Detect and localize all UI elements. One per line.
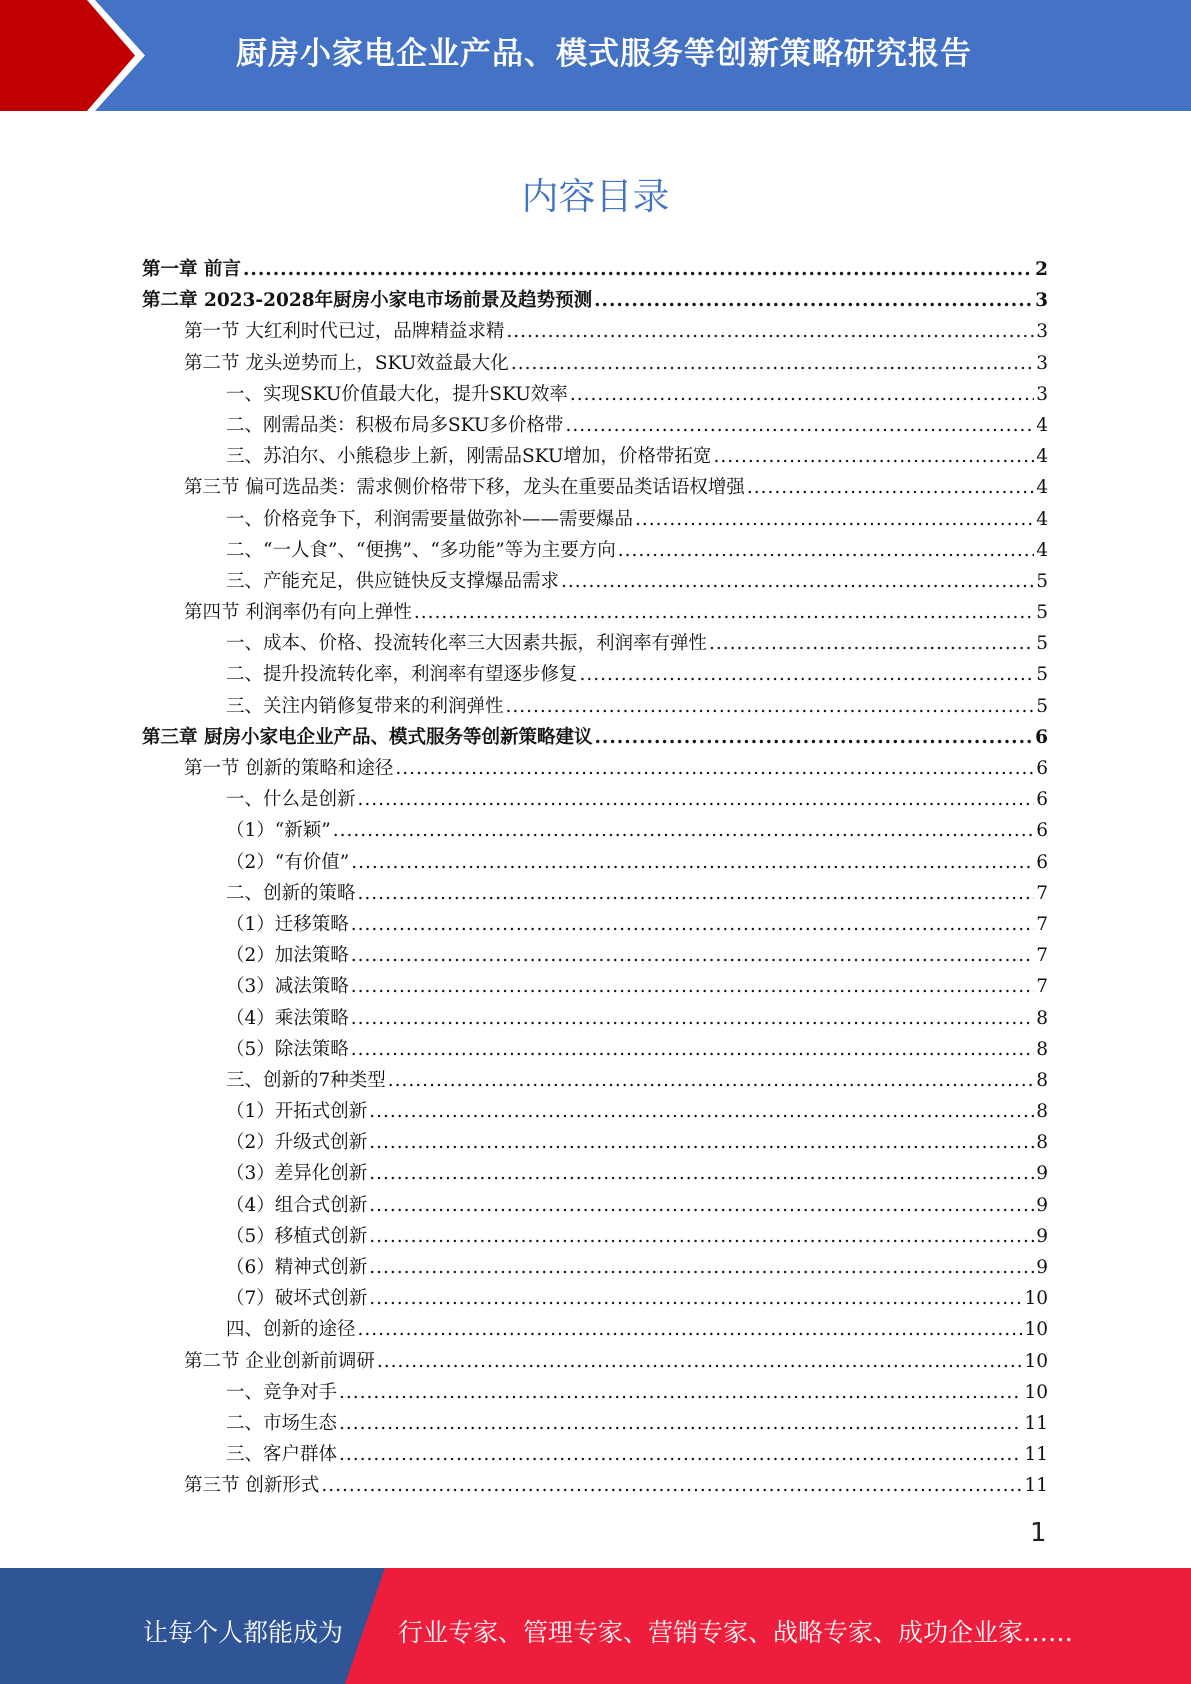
toc-entry[interactable] bbox=[142, 784, 1048, 815]
toc-entry-page: 10 bbox=[1024, 1319, 1048, 1341]
toc-heading: 内容目录 bbox=[521, 175, 670, 218]
report-title: 厨房小家电企业产品、模式服务等创新策略研究报告 bbox=[236, 36, 972, 72]
toc-entry-title: 四、创新的途径 bbox=[226, 1319, 356, 1341]
toc-entry-title: 三、苏泊尔、小熊稳步上新，刚需品SKU增加，价格带拓宽 bbox=[226, 446, 712, 468]
toc-entry[interactable] bbox=[142, 316, 1048, 347]
toc-entry[interactable] bbox=[142, 659, 1048, 690]
toc-leader-dots bbox=[635, 504, 1034, 535]
toc-entry-page: 5 bbox=[1036, 695, 1048, 717]
toc-entry-page: 5 bbox=[1036, 570, 1048, 592]
toc-leader-dots bbox=[709, 628, 1034, 659]
toc-entry[interactable] bbox=[142, 691, 1048, 722]
toc-entry-page: 6 bbox=[1035, 726, 1048, 748]
toc-entry-title: 一、实现SKU价值最大化，提升SKU效率 bbox=[226, 383, 568, 405]
toc-leader-dots bbox=[506, 691, 1035, 722]
toc-leader-dots bbox=[511, 348, 1034, 379]
toc-entry-page: 3 bbox=[1036, 383, 1048, 405]
toc-entry-page: 8 bbox=[1036, 1132, 1048, 1154]
toc-leader-dots bbox=[351, 909, 1034, 940]
footer-slogan-right: 行业专家、管理专家、营销专家、战略专家、成功企业家…… bbox=[398, 1618, 1074, 1647]
toc-entry-page: 6 bbox=[1036, 851, 1048, 873]
toc-entry[interactable] bbox=[142, 1065, 1048, 1096]
toc-entry-title: （4）组合式创新 bbox=[226, 1194, 368, 1216]
toc-leader-dots bbox=[570, 379, 1034, 410]
toc-leader-dots bbox=[358, 878, 1035, 909]
toc-leader-dots bbox=[369, 1096, 1034, 1127]
toc-entry-title: （4）乘法策略 bbox=[226, 1007, 349, 1029]
toc-entry-page: 8 bbox=[1036, 1007, 1048, 1029]
toc-entry-title: 二、市场生态 bbox=[226, 1412, 338, 1434]
toc-entry[interactable] bbox=[142, 1252, 1048, 1283]
toc-leader-dots bbox=[388, 1065, 1034, 1096]
toc-entry-title: 二、刚需品类：积极布局多SKU多价格带 bbox=[226, 414, 564, 436]
toc-entry[interactable] bbox=[142, 441, 1048, 472]
table-of-contents bbox=[142, 254, 1048, 1502]
toc-entry[interactable] bbox=[142, 254, 1048, 285]
toc-entry-title: （2）加法策略 bbox=[226, 945, 349, 967]
toc-entry-title: 一、价格竞争下，利润需要量做弥补——需要爆品 bbox=[226, 508, 634, 530]
toc-entry-page: 7 bbox=[1036, 945, 1048, 967]
toc-entry-page: 11 bbox=[1024, 1412, 1048, 1434]
toc-entry-page: 7 bbox=[1036, 882, 1048, 904]
toc-entry-page: 4 bbox=[1036, 446, 1048, 468]
toc-entry-page: 9 bbox=[1036, 1194, 1048, 1216]
toc-entry-page: 5 bbox=[1036, 664, 1048, 686]
toc-entry-title: 一、竞争对手 bbox=[226, 1381, 338, 1403]
toc-entry-title: 第三节 创新形式 bbox=[184, 1475, 320, 1497]
toc-entry-title: 第一章 前言 bbox=[142, 259, 241, 280]
toc-leader-dots bbox=[369, 1283, 1022, 1314]
toc-entry[interactable] bbox=[142, 909, 1048, 940]
toc-leader-dots bbox=[351, 1003, 1034, 1034]
toc-entry-title: 第二节 企业创新前调研 bbox=[184, 1350, 375, 1372]
toc-entry-title: （1）开拓式创新 bbox=[226, 1101, 368, 1123]
toc-entry[interactable] bbox=[142, 1034, 1048, 1065]
toc-entry-title: 二、提升投流转化率，利润率有望逐步修复 bbox=[226, 664, 578, 686]
toc-entry-title: 三、客户群体 bbox=[226, 1444, 338, 1466]
toc-entry[interactable] bbox=[142, 628, 1048, 659]
toc-entry-page: 6 bbox=[1036, 758, 1048, 779]
toc-entry-page: 4 bbox=[1036, 508, 1048, 530]
toc-entry-page: 8 bbox=[1036, 1069, 1048, 1091]
toc-entry-page: 11 bbox=[1024, 1475, 1048, 1497]
toc-entry-page: 10 bbox=[1024, 1381, 1048, 1403]
toc-leader-dots bbox=[580, 659, 1035, 690]
toc-leader-dots bbox=[351, 971, 1034, 1002]
toc-entry-title: 二、“一人食”、“便携”、“多功能”等为主要方向 bbox=[226, 539, 616, 561]
page-number: 1 bbox=[1030, 1518, 1047, 1548]
toc-entry-page: 9 bbox=[1036, 1225, 1048, 1247]
toc-entry-page: 10 bbox=[1024, 1350, 1048, 1372]
toc-leader-dots bbox=[339, 1377, 1022, 1408]
toc-entry[interactable] bbox=[142, 535, 1048, 566]
toc-leader-dots bbox=[594, 722, 1033, 753]
toc-leader-dots bbox=[561, 566, 1034, 597]
toc-entry[interactable] bbox=[142, 878, 1048, 909]
toc-entry-title: 第二节 龙头逆势而上，SKU效益最大化 bbox=[184, 352, 509, 374]
toc-entry[interactable] bbox=[142, 1283, 1048, 1314]
toc-leader-dots bbox=[339, 1439, 1022, 1470]
toc-entry-page: 9 bbox=[1036, 1163, 1048, 1185]
toc-entry-page: 8 bbox=[1036, 1101, 1048, 1123]
toc-entry[interactable] bbox=[142, 348, 1048, 379]
toc-leader-dots bbox=[369, 1221, 1034, 1252]
toc-leader-dots bbox=[565, 410, 1034, 441]
toc-entry-title: （2）升级式创新 bbox=[226, 1132, 368, 1154]
toc-entry-title: （5）除法策略 bbox=[226, 1038, 349, 1060]
toc-entry-page: 4 bbox=[1036, 414, 1048, 436]
toc-entry-page: 3 bbox=[1035, 290, 1048, 312]
toc-leader-dots bbox=[339, 1408, 1022, 1439]
toc-entry-page: 6 bbox=[1036, 820, 1048, 842]
toc-entry[interactable] bbox=[142, 1470, 1048, 1501]
toc-leader-dots bbox=[713, 441, 1034, 472]
toc-entry[interactable] bbox=[142, 379, 1048, 410]
header-arrow-decoration bbox=[0, 0, 200, 111]
toc-entry[interactable] bbox=[142, 971, 1048, 1002]
toc-leader-dots bbox=[321, 1470, 1022, 1501]
toc-entry-page: 4 bbox=[1036, 477, 1048, 499]
page-header bbox=[0, 0, 1191, 111]
toc-entry-title: 第四节 利润率仍有向上弹性 bbox=[184, 602, 412, 624]
toc-entry-title: 三、创新的7种类型 bbox=[226, 1069, 386, 1091]
toc-entry[interactable] bbox=[142, 566, 1048, 597]
toc-entry-title: （7）破坏式创新 bbox=[226, 1288, 368, 1310]
toc-entry-title: 第三节 偏可选品类：需求侧价格带下移，龙头在重要品类话语权增强 bbox=[184, 477, 745, 499]
toc-leader-dots bbox=[369, 1252, 1034, 1283]
toc-entry-title: 第一节 大红利时代已过，品牌精益求精 bbox=[184, 321, 505, 343]
toc-entry-title: 第一节 创新的策略和途径 bbox=[184, 758, 394, 779]
toc-entry-page: 7 bbox=[1036, 976, 1048, 998]
toc-entry-page: 2 bbox=[1035, 259, 1048, 280]
toc-entry-page: 8 bbox=[1036, 1038, 1048, 1060]
toc-entry[interactable] bbox=[142, 1221, 1048, 1252]
toc-leader-dots bbox=[369, 1158, 1034, 1189]
toc-leader-dots bbox=[747, 472, 1034, 503]
toc-entry-title: 三、产能充足，供应链快反支撑爆品需求 bbox=[226, 570, 560, 592]
toc-leader-dots bbox=[243, 254, 1033, 285]
toc-entry[interactable] bbox=[142, 1377, 1048, 1408]
toc-entry-page: 5 bbox=[1036, 633, 1048, 655]
toc-entry[interactable] bbox=[142, 1346, 1048, 1377]
page-footer bbox=[0, 1568, 1191, 1684]
toc-entry-title: 一、成本、价格、投流转化率三大因素共振，利润率有弹性 bbox=[226, 633, 708, 655]
toc-entry[interactable] bbox=[142, 722, 1048, 753]
toc-leader-dots bbox=[395, 753, 1034, 784]
toc-leader-dots bbox=[506, 316, 1034, 347]
footer-slogan-left: 让每个人都能成为 bbox=[143, 1618, 344, 1647]
toc-leader-dots bbox=[358, 1314, 1023, 1345]
toc-entry-page: 5 bbox=[1036, 602, 1048, 624]
toc-leader-dots bbox=[377, 1346, 1023, 1377]
toc-leader-dots bbox=[618, 535, 1034, 566]
toc-entry-page: 4 bbox=[1036, 539, 1048, 561]
toc-entry[interactable] bbox=[142, 472, 1048, 503]
toc-entry-title: 三、关注内销修复带来的利润弹性 bbox=[226, 695, 504, 717]
toc-entry-title: （1）“新颖” bbox=[226, 820, 331, 842]
toc-leader-dots bbox=[351, 940, 1034, 971]
toc-entry-page: 9 bbox=[1036, 1257, 1048, 1278]
toc-entry-page: 10 bbox=[1024, 1288, 1048, 1310]
toc-leader-dots bbox=[333, 815, 1035, 846]
toc-entry-page: 3 bbox=[1036, 352, 1048, 374]
toc-entry-page: 7 bbox=[1036, 913, 1048, 935]
toc-entry-title: 第二章 2023-2028年厨房小家电市场前景及趋势预测 bbox=[142, 290, 593, 312]
toc-entry[interactable] bbox=[142, 1190, 1048, 1221]
toc-entry[interactable] bbox=[142, 1314, 1048, 1345]
toc-leader-dots bbox=[369, 1190, 1034, 1221]
toc-entry-title: （2）“有价值” bbox=[226, 851, 350, 873]
toc-entry[interactable] bbox=[142, 1158, 1048, 1189]
toc-entry[interactable] bbox=[142, 753, 1048, 784]
toc-leader-dots bbox=[414, 597, 1034, 628]
toc-leader-dots bbox=[351, 847, 1034, 878]
toc-entry-title: 二、创新的策略 bbox=[226, 882, 356, 904]
toc-entry-title: 第三章 厨房小家电企业产品、模式服务等创新策略建议 bbox=[142, 726, 593, 748]
toc-entry[interactable] bbox=[142, 1439, 1048, 1470]
toc-entry[interactable] bbox=[142, 597, 1048, 628]
toc-entry-page: 6 bbox=[1036, 789, 1048, 811]
toc-entry-page: 3 bbox=[1036, 321, 1048, 343]
toc-leader-dots bbox=[358, 784, 1035, 815]
toc-entry[interactable] bbox=[142, 1003, 1048, 1034]
toc-entry-title: （5）移植式创新 bbox=[226, 1225, 368, 1247]
toc-entry[interactable] bbox=[142, 815, 1048, 846]
toc-entry[interactable] bbox=[142, 847, 1048, 878]
toc-entry-title: （3）差异化创新 bbox=[226, 1163, 368, 1185]
toc-entry[interactable] bbox=[142, 1096, 1048, 1127]
toc-entry-title: 一、什么是创新 bbox=[226, 789, 356, 811]
toc-entry-title: （6）精神式创新 bbox=[226, 1257, 368, 1278]
toc-entry-page: 11 bbox=[1024, 1444, 1048, 1466]
toc-entry[interactable] bbox=[142, 504, 1048, 535]
toc-entry[interactable] bbox=[142, 1408, 1048, 1439]
toc-entry-title: （3）减法策略 bbox=[226, 976, 349, 998]
toc-entry-title: （1）迁移策略 bbox=[226, 913, 349, 935]
toc-entry[interactable] bbox=[142, 410, 1048, 441]
toc-entry[interactable] bbox=[142, 940, 1048, 971]
toc-entry[interactable] bbox=[142, 1127, 1048, 1158]
toc-leader-dots bbox=[369, 1127, 1034, 1158]
toc-entry[interactable] bbox=[142, 285, 1048, 316]
toc-leader-dots bbox=[594, 285, 1033, 316]
toc-leader-dots bbox=[351, 1034, 1034, 1065]
